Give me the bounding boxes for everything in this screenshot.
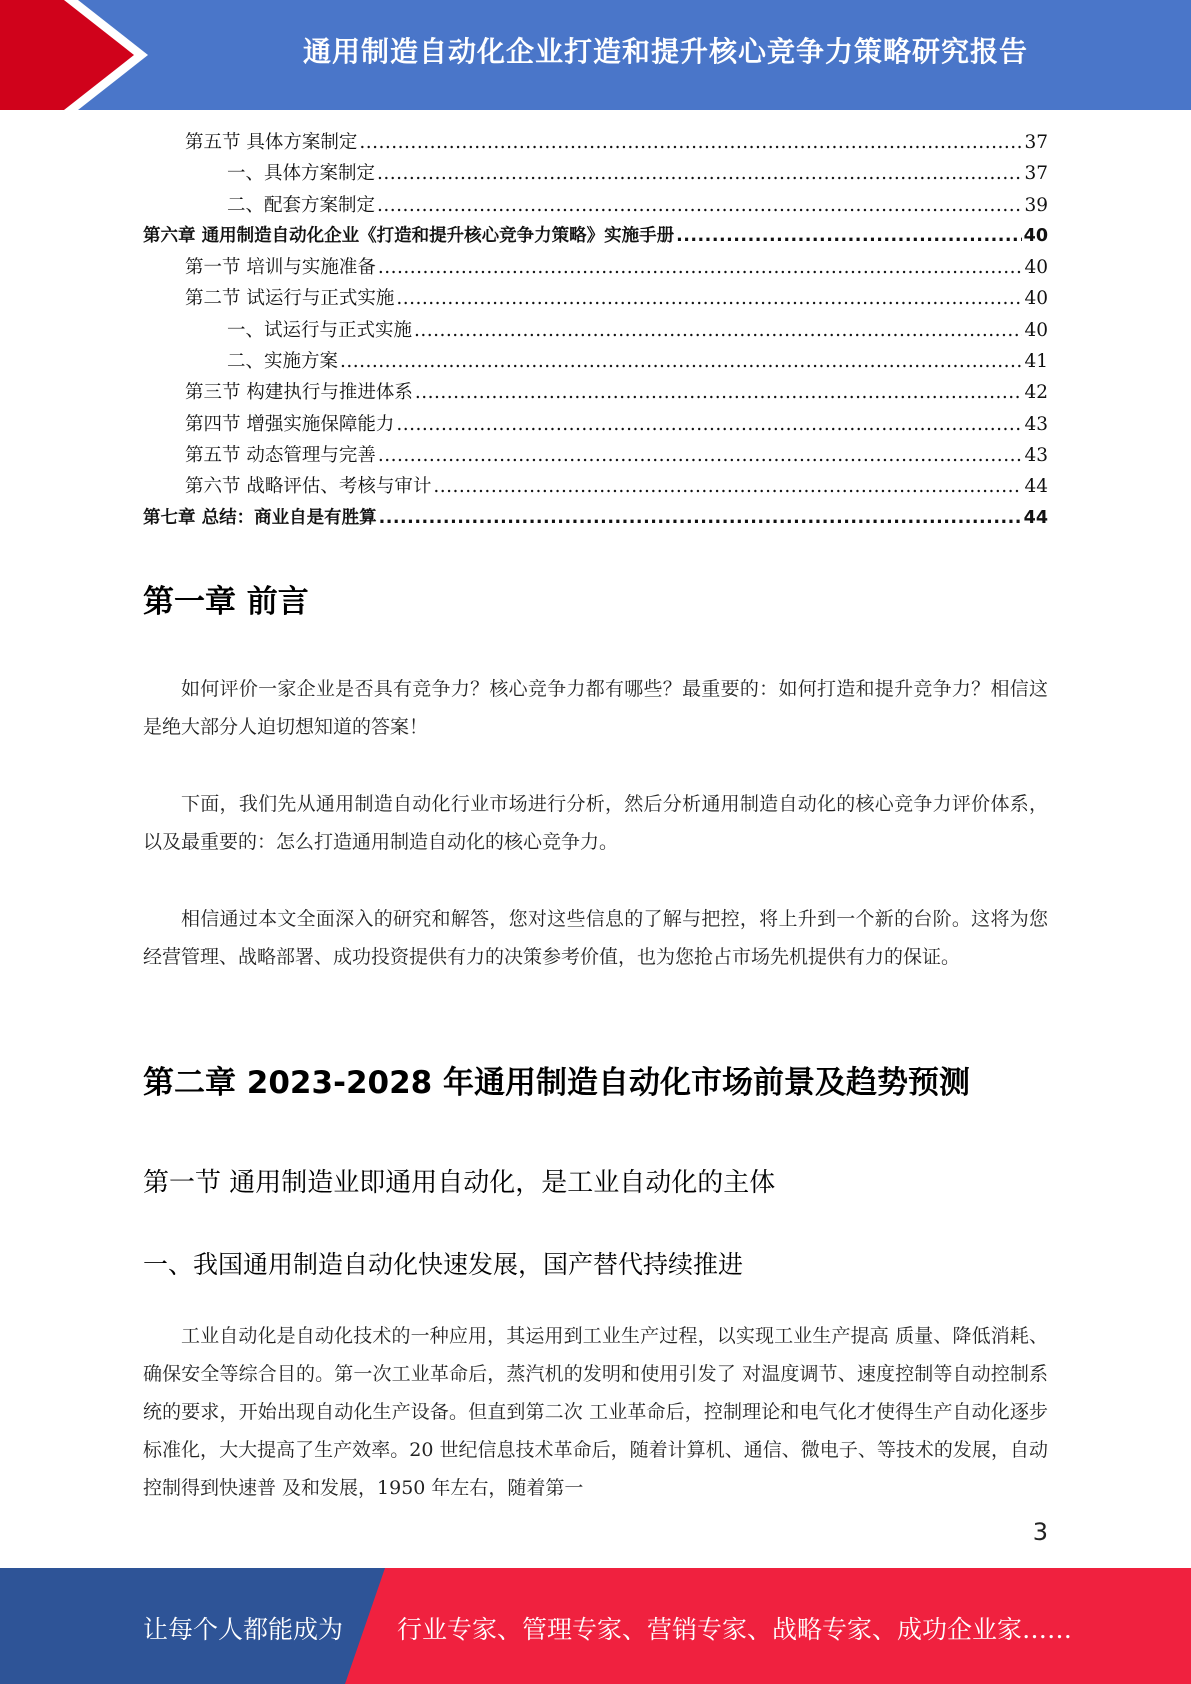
toc-leader-dots: [433, 476, 1022, 497]
toc-entry[interactable]: [143, 128, 1048, 159]
toc-entry-label: 第七章 总结：商业自是有胜算: [143, 507, 377, 528]
toc-entry-label: 二、实施方案: [227, 351, 339, 373]
chapter-1-paragraph-3: 相信通过本文全面深入的研究和解答，您对这些信息的了解与把控，将上升到一个新的台阶。这将为您经营管理、战略部署、成功投资提供有力的决策参考价值，也为您抢占市场先机提供有力的保证。: [143, 908, 1048, 968]
toc-entry[interactable]: [143, 472, 1048, 503]
chapter-1-heading: 第一章 前言: [143, 584, 309, 620]
toc-entry[interactable]: [143, 222, 1048, 253]
toc-entry-page: 41: [1024, 351, 1048, 373]
toc-entry[interactable]: [143, 441, 1048, 472]
toc-entry-label: 一、具体方案制定: [227, 163, 376, 185]
toc-entry-label: 第六节 战略评估、考核与审计: [185, 476, 432, 498]
toc-entry-page: 42: [1024, 382, 1048, 404]
toc-entry-page: 37: [1024, 163, 1048, 185]
chapter-2-paragraph-1: 工业自动化是自动化技术的一种应用，其运用到工业生产过程，以实现工业生产提高 质量、降低消耗、确保安全等综合目的。第一次工业革命后，蒸汽机的发明和使用引发了 对温度调节、速度控制等自动控制系统的要求，开始出现自动化生产设备。但直到第二次 工业革命后，控制理论和电气化才使得生产自动化逐步标准化，大大提高了生产效率。20 世纪信息技术革命后，随着计算机、通信、微电子、等技术的发展，自动控制得到快速普 及和发展，1950 年左右，随着第一: [143, 1325, 1048, 1499]
toc-entry[interactable]: [143, 253, 1048, 284]
toc-leader-dots: [359, 132, 1022, 153]
toc-leader-dots: [676, 226, 1022, 246]
toc-entry[interactable]: [143, 504, 1048, 535]
toc-leader-dots: [340, 351, 1022, 372]
table-of-contents: [143, 128, 1048, 535]
document-title: 通用制造自动化企业打造和提升核心竞争力策略研究报告: [302, 35, 1028, 68]
toc-entry-page: 43: [1024, 413, 1048, 435]
toc-leader-dots: [396, 414, 1022, 435]
toc-entry-label: 一、试运行与正式实施: [227, 319, 413, 341]
toc-entry-label: 第二节 试运行与正式实施: [185, 288, 395, 310]
page-number: 3: [1032, 1518, 1048, 1546]
toc-entry-label: 第三节 构建执行与推进体系: [185, 382, 413, 404]
toc-entry-page: 40: [1024, 257, 1048, 279]
toc-entry-page: 44: [1024, 476, 1048, 498]
toc-leader-dots: [379, 508, 1022, 528]
toc-leader-dots: [378, 257, 1023, 278]
toc-leader-dots: [378, 445, 1023, 466]
toc-entry[interactable]: [143, 159, 1048, 190]
chapter-1-paragraph-1: 如何评价一家企业是否具有竞争力？核心竞争力都有哪些？最重要的：如何打造和提升竞争力？相信这是绝大部分人迫切想知道的答案！: [143, 678, 1048, 738]
toc-entry-page: 40: [1023, 225, 1048, 246]
toc-leader-dots: [414, 320, 1022, 341]
toc-entry-page: 44: [1023, 507, 1048, 528]
toc-entry-label: 二、配套方案制定: [227, 194, 376, 216]
toc-entry-page: 37: [1024, 132, 1048, 153]
header-banner: [0, 0, 1191, 110]
section-1-heading: 第一节 通用制造业即通用自动化，是工业自动化的主体: [143, 1168, 776, 1198]
footer-banner: [0, 1568, 1191, 1684]
toc-leader-dots: [377, 163, 1022, 184]
toc-entry-label: 第五节 具体方案制定: [185, 132, 358, 153]
toc-entry-page: 40: [1024, 288, 1048, 310]
chapter-2-heading: 第二章 2023-2028 年通用制造自动化市场前景及趋势预测: [143, 1065, 971, 1101]
toc-leader-dots: [396, 288, 1022, 309]
toc-entry[interactable]: [143, 191, 1048, 222]
toc-entry-page: 43: [1024, 444, 1048, 466]
toc-entry[interactable]: [143, 410, 1048, 441]
footer-slogan-left: 让每个人都能成为: [143, 1615, 344, 1644]
toc-entry[interactable]: [143, 316, 1048, 347]
toc-entry-label: 第一节 培训与实施准备: [185, 257, 376, 279]
toc-entry[interactable]: [143, 378, 1048, 409]
toc-entry-page: 40: [1024, 319, 1048, 341]
toc-entry-label: 第五节 动态管理与完善: [185, 444, 376, 466]
chapter-1-paragraph-2: 下面，我们先从通用制造自动化行业市场进行分析，然后分析通用制造自动化的核心竞争力评价体系，以及最重要的：怎么打造通用制造自动化的核心竞争力。: [143, 793, 1048, 853]
footer-slogan-right: 行业专家、管理专家、营销专家、战略专家、成功企业家……: [397, 1615, 1073, 1644]
toc-entry-label: 第四节 增强实施保障能力: [185, 413, 395, 435]
toc-leader-dots: [377, 195, 1022, 216]
subsection-1-heading: 一、我国通用制造自动化快速发展，国产替代持续推进: [143, 1250, 744, 1279]
toc-entry[interactable]: [143, 284, 1048, 315]
toc-entry[interactable]: [143, 347, 1048, 378]
toc-entry-page: 39: [1024, 194, 1048, 216]
toc-leader-dots: [415, 382, 1023, 403]
toc-entry-label: 第六章 通用制造自动化企业《打造和提升核心竞争力策略》实施手册: [143, 225, 675, 246]
